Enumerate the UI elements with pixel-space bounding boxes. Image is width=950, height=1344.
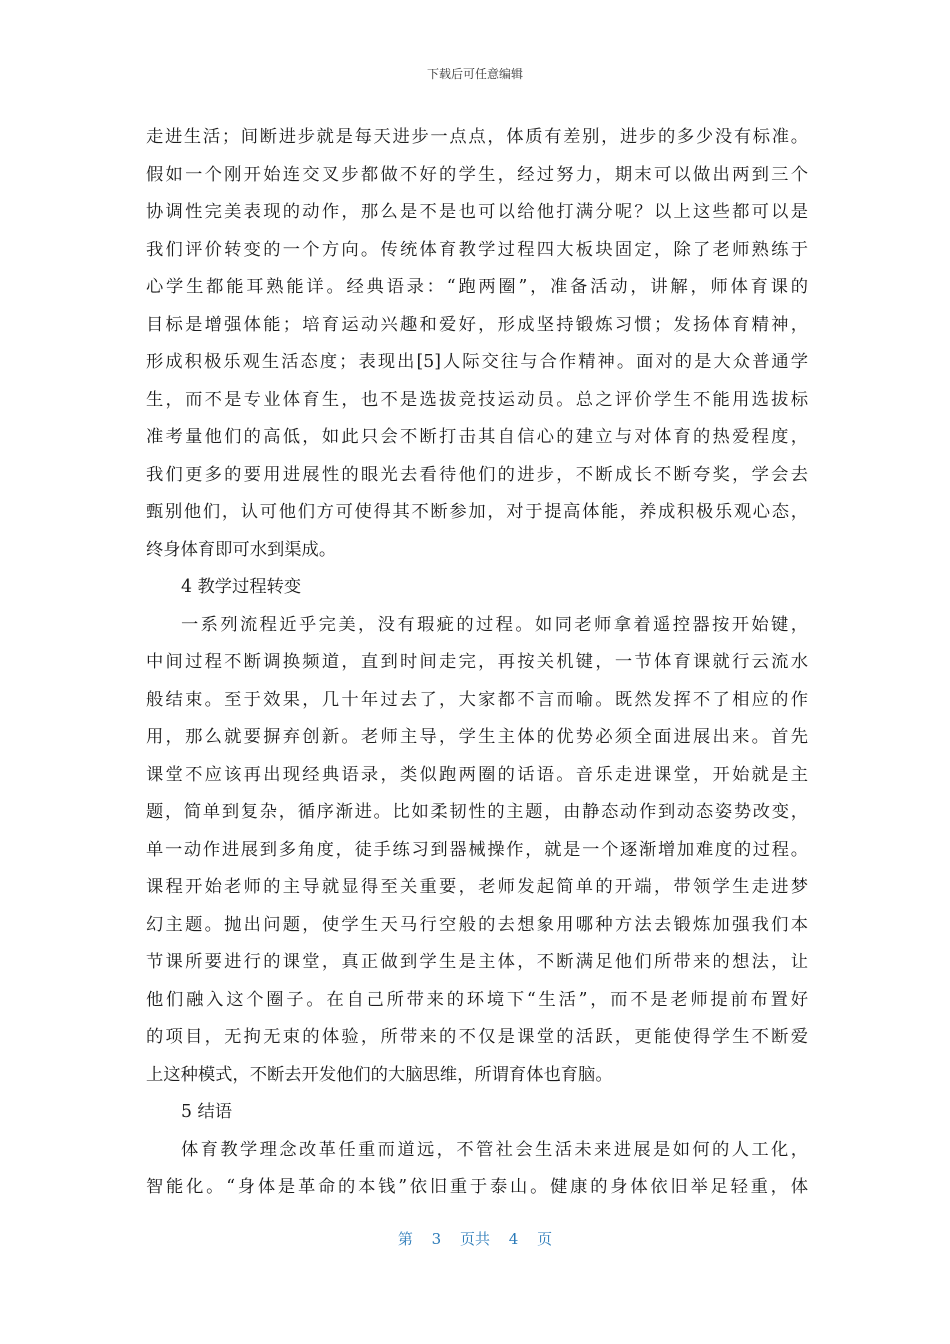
text-line: 假如一个刚开始连交叉步都做不好的学生，经过努力，期末可以做出两到三个 (146, 164, 808, 185)
section-heading: 5 结语 (181, 1102, 233, 1122)
text-line: 幻主题。抛出问题，使学生天马行空般的去想象用哪种方法去锻炼加强我们本 (146, 914, 808, 935)
text-line: 中间过程不断调换频道，直到时间走完，再按关机键，一节体育课就行云流水 (146, 652, 808, 672)
text-line: 智能化。“身体是革命的本钱”依旧重于泰山。健康的身体依旧举足轻重，体 (146, 1177, 808, 1197)
text-line: 单一动作进展到多角度，徒手练习到器械操作，就是一个逐渐增加难度的过程。 (146, 839, 808, 860)
footer-total-pages: 4 (508, 1230, 519, 1248)
text-line: 形成积极乐观生活态度；表现出[5]人际交往与合作精神。面对的是大众普通学 (146, 352, 808, 372)
text-line: 题，简单到复杂，循序渐进。比如柔韧性的主题，由静态动作到动态姿势改变， (146, 802, 808, 822)
text-line: 我们评价转变的一个方向。传统体育教学过程四大板块固定，除了老师熟练于 (146, 239, 808, 260)
text-line: 节课所要进行的课堂，真正做到学生是主体，不断满足他们所带来的想法，让 (146, 952, 808, 972)
text-line: 般结束。至于效果，几十年过去了，大家都不言而喻。既然发挥不了相应的作 (146, 689, 808, 710)
text-line: 生，而不是专业体育生，也不是选拔竞技运动员。总之评价学生不能用选拔标 (146, 389, 808, 410)
text-line: 一系列流程近乎完美，没有瑕疵的过程。如同老师拿着遥控器按开始键， (181, 614, 808, 635)
footer-current-page: 3 (431, 1230, 442, 1248)
text-line: 的项目，无拘无束的体验，所带来的不仅是课堂的活跃，更能使得学生不断爱 (146, 1027, 808, 1047)
text-line: 课堂不应该再出现经典语录，类似跑两圈的话语。音乐走进课堂，开始就是主 (146, 764, 808, 785)
text-line: 走进生活；间断进步就是每天进步一点点，体质有差别，进步的多少没有标准。 (146, 127, 808, 147)
text-line: 我们更多的要用进展性的眼光去看待他们的进步，不断成长不断夸奖，学会去 (146, 464, 808, 485)
footer-suffix: 页 (537, 1230, 553, 1248)
text-line: 甄别他们，认可他们方可使得其不断参加，对于提高体能，养成积极乐观心态， (146, 502, 808, 522)
text-line: 体育教学理念改革任重而道远，不管社会生活未来进展是如何的人工化， (181, 1139, 808, 1160)
text-line: 课程开始老师的主导就显得至关重要，老师发起简单的开端，带领学生走进梦 (146, 877, 808, 897)
text-line: 准考量他们的高低，如此只会不断打击其自信心的建立与对体育的热爱程度， (146, 427, 808, 447)
text-line: 用，那么就要摒弃创新。老师主导，学生主体的优势必须全面进展出来。首先 (146, 727, 808, 747)
section-heading: 4 教学过程转变 (181, 577, 302, 597)
page-header: 下载后可任意编辑 (426, 67, 523, 81)
text-line: 终身体育即可水到渠成。 (146, 539, 337, 560)
text-line: 目标是增强体能；培育运动兴趣和爱好，形成坚持锻炼习惯；发扬体育精神， (146, 314, 808, 335)
text-line: 心学生都能耳熟能详。经典语录：“跑两圈”，准备活动，讲解，师体育课的 (146, 277, 808, 297)
footer-prefix: 第 (397, 1230, 413, 1248)
footer-middle: 页共 (459, 1230, 490, 1248)
text-line: 他们融入这个圈子。在自己所带来的环境下“生活”，而不是老师提前布置好 (146, 989, 808, 1010)
body-text (146, 119, 808, 1207)
text-line: 上这种模式，不断去开发他们的大脑思维，所谓育体也育脑。 (146, 1064, 613, 1085)
text-line: 协调性完美表现的动作，那么是不是也可以给他打满分呢？以上这些都可以是 (146, 202, 808, 222)
page-footer (0, 1229, 950, 1249)
